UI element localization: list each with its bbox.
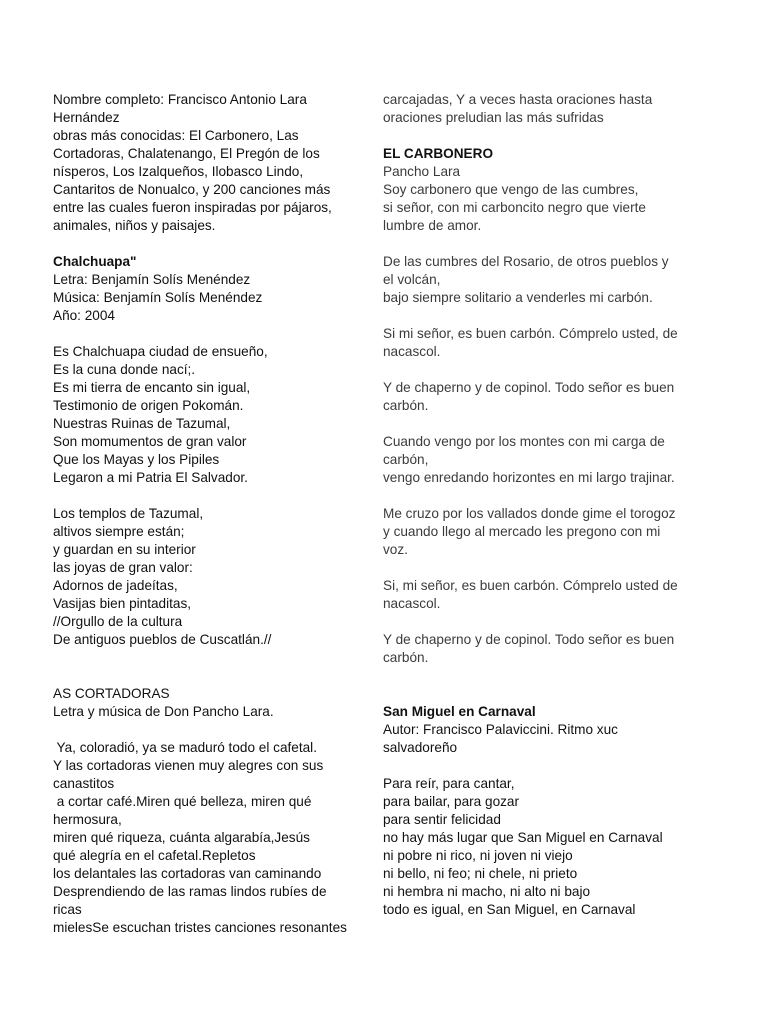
text-line: animales, niños y paisajes. — [53, 218, 216, 233]
lyrics-stanza — [383, 253, 713, 307]
lyric-line: a cortar café.Miren qué belleza, miren qué — [53, 794, 312, 809]
lyric-line: Es la cuna donde nací;. — [53, 362, 196, 377]
lyric-line: lumbre de amor. — [383, 218, 482, 233]
lyric-line: Vasijas bien pintaditas, — [53, 596, 192, 611]
lyric-line: carbón. — [383, 650, 429, 665]
lyrics-stanza — [383, 325, 713, 361]
text-line: nísperos, Los Izalqueños, Ilobasco Lindo, — [53, 164, 304, 179]
lyric-line: los delantales las cortadoras van caminando — [53, 866, 322, 881]
lyric-line: Son momumentos de gran valor — [53, 434, 247, 449]
lyrics-stanza — [53, 505, 383, 649]
text-line: salvadoreño — [383, 740, 458, 755]
lyric-line: ni bello, ni feo; ni chele, ni prieto — [383, 866, 578, 881]
lyric-line: para bailar, para gozar — [383, 794, 520, 809]
song-author: Pancho Lara — [383, 164, 461, 179]
lyric-line: Testimonio de origen Pokomán. — [53, 398, 244, 413]
lyric-line: vengo enredando horizontes en mi largo trajinar. — [383, 470, 675, 485]
lyric-line: Soy carbonero que vengo de las cumbres, — [383, 182, 639, 197]
text-line: Hernández — [53, 110, 120, 125]
lyrics-continuation — [383, 91, 713, 127]
lyric-line: Legaron a mi Patria El Salvador. — [53, 470, 248, 485]
lyric-line: nacascol. — [383, 596, 441, 611]
lyric-line: Los templos de Tazumal, — [53, 506, 204, 521]
lyric-line: miren qué riqueza, cuánta algarabía,Jesús — [53, 830, 310, 845]
composer-intro — [53, 91, 383, 235]
song-credit: Letra y música de Don Pancho Lara. — [53, 704, 274, 719]
text-line: obras más conocidas: El Carbonero, Las — [53, 128, 299, 143]
lyric-line: Es Chalchuapa ciudad de ensueño, — [53, 344, 268, 359]
lyric-line: Si, mi señor, es buen carbón. Cómprelo usted de — [383, 578, 678, 593]
song-title-san-miguel: San Miguel en Carnaval — [383, 704, 536, 719]
lyric-line: Es mi tierra de encanto sin igual, — [53, 380, 251, 395]
lyric-line: Ya, coloradió, ya se maduró todo el cafetal. — [53, 740, 317, 755]
lyric-line: Me cruzo por los vallados donde gime el torogoz — [383, 506, 676, 521]
lyric-line: todo es igual, en San Miguel, en Carnaval — [383, 902, 636, 917]
lyric-line: carcajadas, Y a veces hasta oraciones hasta — [383, 92, 653, 107]
lyrics-stanza — [383, 631, 713, 667]
lyric-line: carbón. — [383, 398, 429, 413]
lyrics-stanza — [383, 577, 713, 613]
lyrics-stanza — [383, 379, 713, 415]
text-line: Letra: Benjamín Solís Menéndez — [53, 272, 251, 287]
lyric-line: De antiguos pueblos de Cuscatlán.// — [53, 632, 272, 647]
lyric-line: y cuando llego al mercado les pregono con mi — [383, 524, 661, 539]
lyric-line: ni hembra ni macho, ni alto ni bajo — [383, 884, 591, 899]
song-title-chalchuapa: Chalchuapa" — [53, 254, 137, 269]
lyric-line: y guardan en su interior — [53, 542, 196, 557]
lyric-line: qué alegría en el cafetal.Repletos — [53, 848, 256, 863]
lyric-line: ni pobre ni rico, ni joven ni viejo — [383, 848, 573, 863]
lyric-line: ricas — [53, 902, 82, 917]
lyric-line: hermosura, — [53, 812, 122, 827]
lyric-line: nacascol. — [383, 344, 441, 359]
lyric-line: Desprendiendo de las ramas lindos rubíes de — [53, 884, 327, 899]
text-line: Cortadoras, Chalatenango, El Pregón de los — [53, 146, 320, 161]
lyrics-stanza — [53, 343, 383, 487]
lyric-line: las joyas de gran valor: — [53, 560, 193, 575]
right-column — [383, 91, 713, 919]
text-line: Nombre completo: Francisco Antonio Lara — [53, 92, 307, 107]
lyric-line: mielesSe escuchan tristes canciones resonantes — [53, 920, 347, 935]
lyric-line: bajo siempre solitario a venderles mi carbón. — [383, 290, 653, 305]
text-line: entre las cuales fueron inspiradas por pájaros, — [53, 200, 332, 215]
lyrics-stanza — [383, 181, 713, 235]
lyrics-stanza — [383, 433, 713, 487]
lyrics-block — [383, 775, 713, 919]
text-line: Música: Benjamín Solís Menéndez — [53, 290, 263, 305]
lyric-line: carbón, — [383, 452, 429, 467]
lyric-line: voz. — [383, 542, 408, 557]
song-title-cortadoras: AS CORTADORAS — [53, 686, 170, 701]
lyric-line: Para reír, para cantar, — [383, 776, 515, 791]
lyric-line: altivos siempre están; — [53, 524, 185, 539]
lyric-line: Nuestras Ruinas de Tazumal, — [53, 416, 231, 431]
text-line: Cantaritos de Nonualco, y 200 canciones más — [53, 182, 331, 197]
lyric-line: canastitos — [53, 776, 115, 791]
left-column — [53, 91, 383, 937]
lyric-line: Y las cortadoras vienen muy alegres con sus — [53, 758, 324, 773]
text-line: Autor: Francisco Palaviccini. Ritmo xuc — [383, 722, 618, 737]
text-line: Año: 2004 — [53, 308, 115, 323]
lyric-line: Cuando vengo por los montes con mi carga de — [383, 434, 665, 449]
lyric-line: Y de chaperno y de copinol. Todo señor es buen — [383, 380, 675, 395]
lyric-line: no hay más lugar que San Miguel en Carnaval — [383, 830, 663, 845]
song-title-el-carbonero: EL CARBONERO — [383, 146, 494, 161]
song-credits — [53, 271, 383, 325]
lyric-line: el volcán, — [383, 272, 441, 287]
lyric-line: De las cumbres del Rosario, de otros pueblos y — [383, 254, 669, 269]
lyric-line: oraciones preludian las más sufridas — [383, 110, 604, 125]
lyric-line: si señor, con mi carboncito negro que vierte — [383, 200, 646, 215]
lyric-line: Si mi señor, es buen carbón. Cómprelo usted, de — [383, 326, 678, 341]
lyric-line: Y de chaperno y de copinol. Todo señor es buen — [383, 632, 675, 647]
lyrics-block — [53, 739, 383, 937]
lyric-line: //Orgullo de la cultura — [53, 614, 183, 629]
lyric-line: Adornos de jadeítas, — [53, 578, 178, 593]
lyric-line: Que los Mayas y los Pipiles — [53, 452, 220, 467]
lyrics-stanza — [383, 505, 713, 559]
lyric-line: para sentir felicidad — [383, 812, 501, 827]
song-credit — [383, 721, 713, 757]
